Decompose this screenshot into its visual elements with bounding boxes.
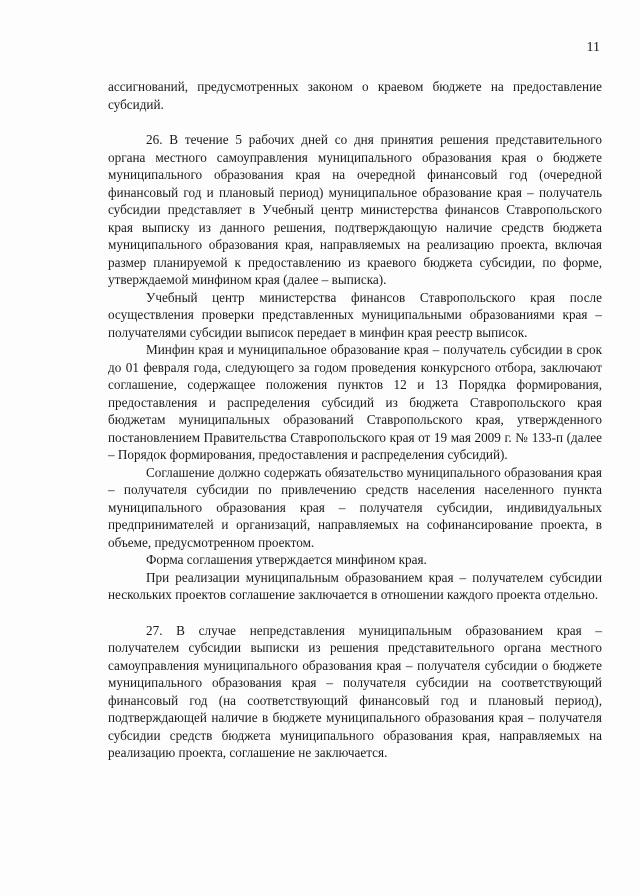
paragraph-multiple-projects: При реализации муниципальным образованием края – получателем субсидии нескольких проектов соглашение заключается в отношении каждого проекта отдельно.	[108, 569, 602, 602]
document-body	[108, 78, 602, 762]
paragraph-agreement-obligation: Соглашение должно содержать обязательство муниципального образования края – получателя субсидии по привлечению средств населения населенного пункта муниципального образования края – получателя субсидии, индивидуальных предпринимателей и организаций, направляемых на софинансирование проекта, в объеме, предусмотренном проектом.	[108, 464, 602, 550]
page-number: 11	[586, 40, 600, 55]
paragraph-continuation: ассигнований, предусмотренных законом о краевом бюджете на предоставление субсидий.	[108, 79, 602, 112]
paragraph-27: 27. В случае непредставления муниципальным образованием края – получателем субсидии выписки из решения представительного органа местного самоуправления муниципального образования края – получателя субсидии о бюджете муниципального образования края – получателя субсидии на соответствующий финансовый год (на соответствующий финансовый год и плановый период), подтверждающей наличие в бюджете муниципального образования края – получателя субсидии средств бюджета муниципального образования края, направляемых на реализацию проекта, соглашение не заключается.	[108, 622, 602, 760]
paragraph-training-center: Учебный центр министерства финансов Ставропольского края после осуществления проверки представленных муниципальными образованиями края – получателями субсидии выписок передает в минфин края реестр выписок.	[108, 289, 602, 340]
paragraph-agreement-conclusion: Минфин края и муниципальное образование края – получатель субсидии в срок до 01 февраля года, следующего за годом проведения конкурсного отбора, заключают соглашение, содержащее положения пунктов 12 и 13 Порядка формирования, предоставления и распределения субсидий из бюджета Ставропольского края бюджетам муниципальных образований Ставропольского края, утвержденного постановлением Правительства Ставропольского края от 19 мая 2009 г. № 133-п (далее – Порядок формирования, предоставления и распределения субсидий).	[108, 342, 602, 462]
paragraph-agreement-form: Форма соглашения утверждается минфином края.	[146, 552, 427, 567]
paragraph-26: 26. В течение 5 рабочих дней со дня принятия решения представительного органа местного самоуправления муниципального образования края о бюджете муниципального образования края на очередной финансовый год (очередной финансовый год и плановый период) муниципальное образование края – получатель субсидии представляет в Учебный центр министерства финансов Ставропольского края выписку из данного решения, подтверждающую наличие средств бюджета муниципального образования края, направляемых на реализацию проекта, включая размер планируемой к предоставлению из краевого бюджета субсидии, по форме, утверждаемой минфином края (далее – выписка).	[108, 132, 602, 287]
